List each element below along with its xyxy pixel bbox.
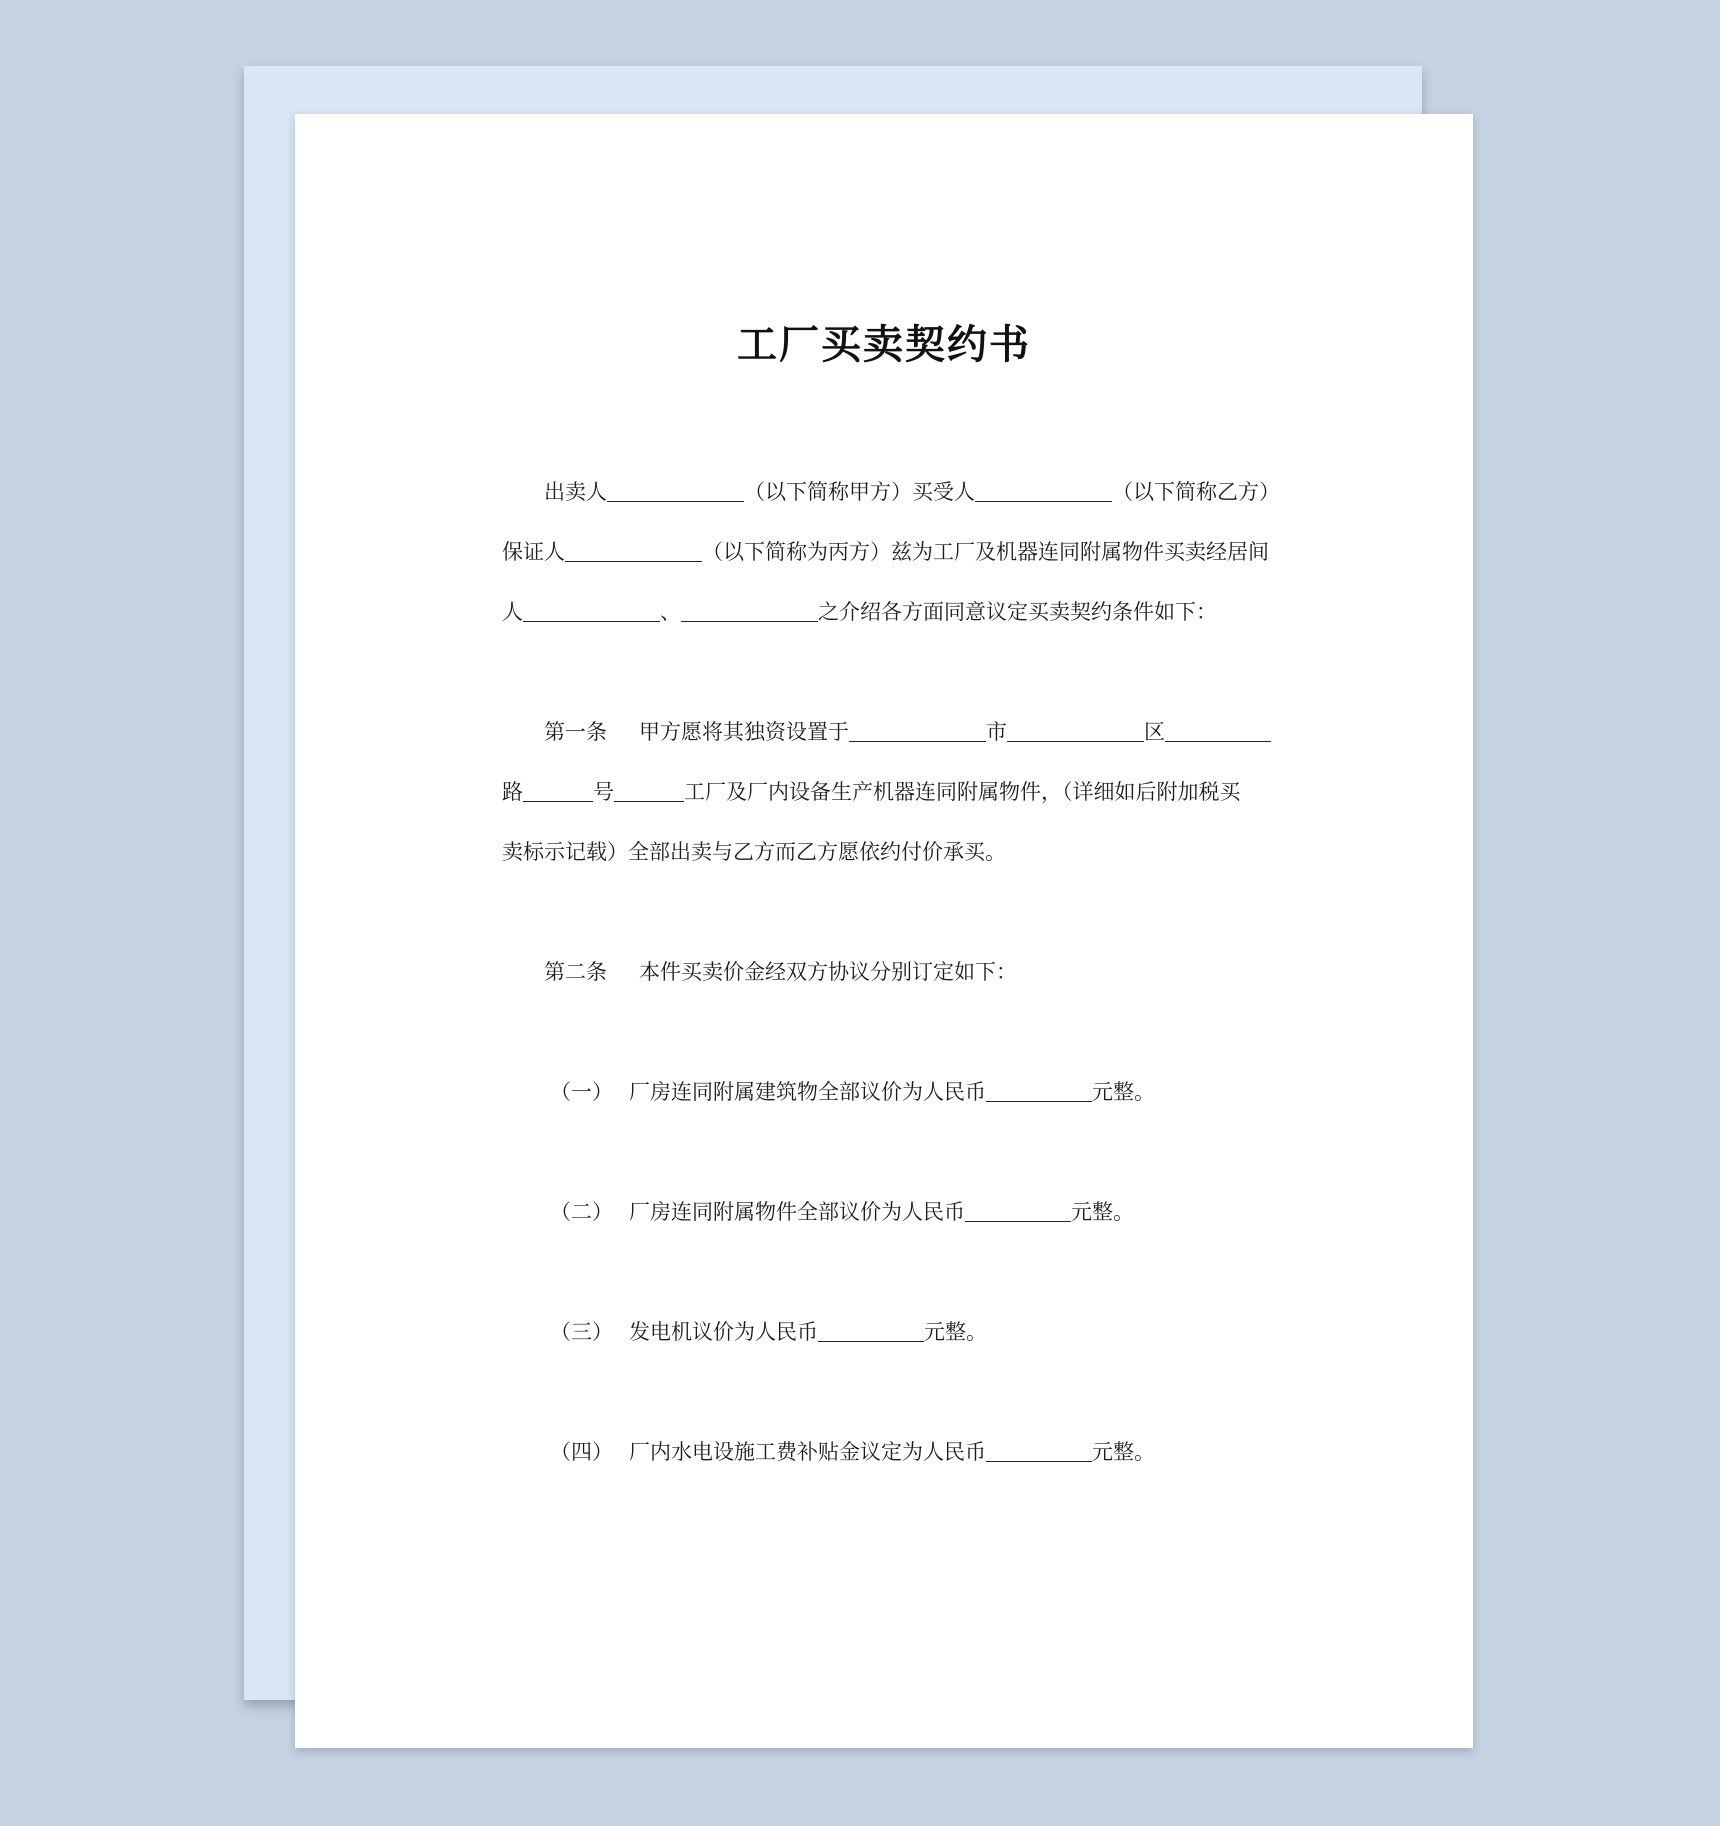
article2-line-1 [544, 957, 1017, 987]
broker-separator: 、 [660, 600, 681, 624]
number-blank[interactable] [614, 779, 684, 802]
price-blank-1[interactable] [986, 1079, 1092, 1102]
guarantor-blank[interactable] [565, 539, 702, 562]
number-label: 号 [593, 780, 614, 804]
intro-line-2 [502, 537, 1269, 567]
price-item-text: 厂内水电设施工费补贴金议定为人民币 [629, 1440, 986, 1464]
price-blank-3[interactable] [818, 1319, 924, 1342]
price-item-label: （二） [550, 1200, 613, 1224]
price-item-unit: 元整。 [1092, 1440, 1155, 1464]
seller-label: 出卖人 [544, 480, 607, 504]
price-item-2 [550, 1197, 1134, 1227]
broker-suffix: 之介绍各方面同意议定买卖契约条件如下： [818, 600, 1217, 624]
price-item-unit: 元整。 [1071, 1200, 1134, 1224]
price-blank-2[interactable] [965, 1199, 1071, 1222]
price-item-label: （一） [550, 1080, 613, 1104]
article1-line-3 [502, 837, 1006, 867]
document-page [295, 114, 1473, 1748]
price-item-unit: 元整。 [1092, 1080, 1155, 1104]
price-item-text: 厂房连同附属建筑物全部议价为人民币 [629, 1080, 986, 1104]
seller-note: （以下简称甲方） [744, 480, 912, 504]
price-item-3 [550, 1317, 987, 1347]
city-blank[interactable] [1007, 719, 1144, 742]
broker-blank-1[interactable] [523, 599, 660, 622]
district-blank[interactable] [1165, 719, 1271, 742]
guarantor-note: （以下简称为丙方）兹为工厂及机器连同附属物件买卖经居间 [702, 540, 1269, 564]
road-label: 路 [502, 780, 523, 804]
article1-heading: 第一条 [544, 720, 607, 744]
article1-text-3: 卖标示记载）全部出卖与乙方而乙方愿依约付价承买。 [502, 840, 1006, 864]
broker-prefix: 人 [502, 600, 523, 624]
buyer-note: （以下简称乙方） [1112, 480, 1280, 504]
document-title: 工厂买卖契约书 [737, 322, 1031, 368]
district-label: 区 [1144, 720, 1165, 744]
article2-text: 本件买卖价金经双方协议分别订定如下： [639, 960, 1017, 984]
price-item-text: 发电机议价为人民币 [629, 1320, 818, 1344]
price-item-unit: 元整。 [924, 1320, 987, 1344]
article1-line-1 [544, 717, 1271, 747]
intro-line-1 [544, 477, 1280, 507]
intro-line-3 [502, 597, 1217, 627]
article1-line-2 [502, 777, 1241, 807]
guarantor-label: 保证人 [502, 540, 565, 564]
price-item-label: （三） [550, 1320, 613, 1344]
seller-blank[interactable] [607, 479, 744, 502]
price-item-1 [550, 1077, 1155, 1107]
article2-heading: 第二条 [544, 960, 607, 984]
road-blank[interactable] [523, 779, 593, 802]
article1-text-2: 工厂及厂内设备生产机器连同附属物件，（详细如后附加税买 [684, 780, 1241, 804]
price-blank-4[interactable] [986, 1439, 1092, 1462]
price-item-label: （四） [550, 1440, 613, 1464]
article1-text-1: 甲方愿将其独资设置于 [639, 720, 849, 744]
price-item-text: 厂房连同附属物件全部议价为人民币 [629, 1200, 965, 1224]
buyer-label: 买受人 [912, 480, 975, 504]
city-label: 市 [986, 720, 1007, 744]
price-item-4 [550, 1437, 1155, 1467]
location-blank[interactable] [849, 719, 986, 742]
broker-blank-2[interactable] [681, 599, 818, 622]
buyer-blank[interactable] [975, 479, 1112, 502]
